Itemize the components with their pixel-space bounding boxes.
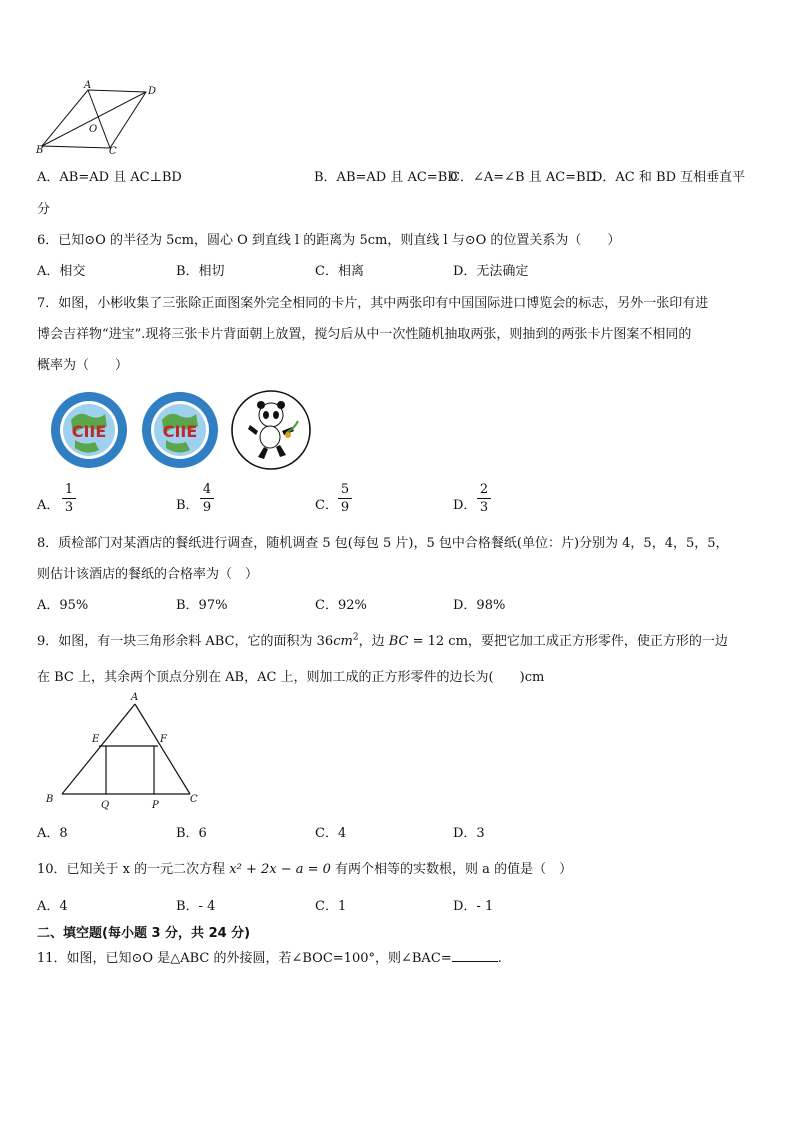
q7-option-a-fraction bbox=[62, 482, 76, 515]
section-2-heading: 二、填空题(每小题 3 分，共 24 分) bbox=[37, 926, 251, 941]
q11-answer-blank[interactable] bbox=[452, 950, 498, 962]
q7-option-b-denominator: 9 bbox=[202, 500, 212, 515]
q6-option-b: B．相切 bbox=[176, 264, 225, 279]
q6-option-c: C．相离 bbox=[315, 264, 364, 279]
q9-option-a: A．8 bbox=[37, 826, 68, 841]
q7-stem-line1: 7．如图，小彬收集了三张除正面图案外完全相同的卡片，其中两张印有中国国际进口博览会的标志，另外一张印有进 bbox=[37, 296, 709, 311]
q9-label-c: C bbox=[190, 794, 198, 805]
q7-stem-line2: 博会吉祥物“进宝”.现将三张卡片背面朝上放置，搅匀后从中一次性随机抽取两张，则抽到的两张卡片图案不相同的 bbox=[37, 327, 692, 342]
q8-stem-line1: 8．质检部门对某酒店的餐纸进行调查，随机调查 5 包(每包 5 片)，5 包中合格餐纸(单位：片)分别为 4，5，4，5，5， bbox=[37, 536, 729, 551]
q9-label-q: Q bbox=[101, 800, 110, 811]
q6-option-a: A．相交 bbox=[37, 264, 86, 279]
q10-stem-part2: 有两个相等的实数根，则 a 的值是（ ） bbox=[330, 862, 573, 877]
q7-ciie-wordmark-1: CIIE bbox=[71, 422, 107, 441]
q9-label-b: B bbox=[46, 794, 54, 805]
q8-option-c: C．92% bbox=[315, 598, 367, 613]
q5-label-a: A bbox=[84, 80, 92, 91]
q7-option-d-fraction bbox=[477, 482, 491, 515]
q7-option-b-numerator: 4 bbox=[202, 482, 212, 497]
q5-option-d: D．AC 和 BD 互相垂直平 bbox=[592, 170, 746, 185]
q9-option-c: C．4 bbox=[315, 826, 347, 841]
q9-label-e: E bbox=[92, 734, 100, 745]
q9-label-p: P bbox=[152, 800, 159, 811]
q7-option-c-fraction bbox=[338, 482, 352, 515]
q10-equation: x² + 2x − a = 0 bbox=[229, 862, 331, 877]
q9-label-a: A bbox=[131, 692, 139, 703]
q7-option-c-denominator: 9 bbox=[340, 500, 350, 515]
q5-label-o: O bbox=[89, 124, 98, 135]
q9-stem-sup: 2 bbox=[352, 632, 359, 643]
q11-stem-text: 11．如图，已知⊙O 是△ABC 的外接圆，若∠BOC=100°，则∠BAC= bbox=[37, 951, 452, 966]
q9-stem-part1: 9．如图，有一块三角形余料 ABC，它的面积为 36 bbox=[37, 634, 334, 649]
q7-option-d-fraction-bar bbox=[477, 498, 491, 499]
q11-stem-tail: . bbox=[497, 951, 502, 966]
q9-option-d: D．3 bbox=[453, 826, 485, 841]
q7-option-b-fraction-bar bbox=[200, 498, 214, 499]
q10-option-c: C．1 bbox=[315, 899, 347, 914]
q5-option-c: C．∠A=∠B 且 AC=BD bbox=[450, 170, 597, 185]
q7-option-a-denominator: 3 bbox=[64, 500, 74, 515]
q7-option-c-label: C． bbox=[315, 498, 338, 513]
q5-label-d: D bbox=[148, 86, 157, 97]
q5-label-c: C bbox=[109, 146, 117, 156]
q9-triangle-square-figure bbox=[40, 690, 210, 812]
q9-stem-line1 bbox=[37, 630, 728, 649]
q10-option-a: A．4 bbox=[37, 899, 68, 914]
q7-ciie-logo-card-1 bbox=[49, 390, 129, 470]
q8-option-d: D．98% bbox=[453, 598, 506, 613]
q7-ciie-wordmark-2: CIIE bbox=[162, 422, 198, 441]
q10-stem-part1: 10．已知关于 x 的一元二次方程 bbox=[37, 862, 230, 877]
q5-parallelogram-figure bbox=[34, 80, 164, 156]
q6-stem: 6．已知⊙O 的半径为 5cm，圆心 O 到直线 l 的距离为 5cm，则直线 l 与⊙O 的位置关系为（ ） bbox=[37, 233, 621, 248]
q8-stem-line2: 则估计该酒店的餐纸的合格率为（ ） bbox=[37, 567, 259, 582]
q9-stem-line2: 在 BC 上，其余两个顶点分别在 AB，AC 上，则加工成的正方形零件的边长为( )cm bbox=[37, 670, 545, 685]
q10-option-b: B．- 4 bbox=[176, 899, 216, 914]
q7-option-a-fraction-bar bbox=[62, 498, 76, 499]
q7-option-c-fraction-bar bbox=[338, 498, 352, 499]
q5-label-b: B bbox=[36, 145, 44, 156]
q9-option-b: B．6 bbox=[176, 826, 207, 841]
q10-stem bbox=[37, 858, 572, 877]
q9-stem-bc: BC bbox=[388, 634, 409, 649]
q7-option-d-denominator: 3 bbox=[479, 500, 489, 515]
q7-option-d-label: D． bbox=[453, 498, 477, 513]
q6-option-d: D．无法确定 bbox=[453, 264, 529, 279]
q8-option-b: B．97% bbox=[176, 598, 228, 613]
q7-option-c-numerator: 5 bbox=[340, 482, 350, 497]
q9-label-f: F bbox=[160, 734, 167, 745]
q5-option-d-wrap: 分 bbox=[37, 202, 51, 217]
q7-stem-line3: 概率为（ ） bbox=[37, 358, 129, 373]
q7-option-b-fraction bbox=[200, 482, 214, 515]
q5-option-a: A．AB=AD 且 AC⊥BD bbox=[37, 170, 182, 185]
q7-option-d-numerator: 2 bbox=[479, 482, 489, 497]
q9-stem-part2: ，边 bbox=[358, 634, 389, 649]
q10-option-d: D．- 1 bbox=[453, 899, 494, 914]
q7-ciie-logo-card-2 bbox=[140, 390, 220, 470]
q8-option-a: A．95% bbox=[37, 598, 89, 613]
q7-option-a-label: A． bbox=[37, 498, 60, 513]
q9-stem-part3: = 12 cm，要把它加工成正方形零件，使正方形的一边 bbox=[408, 634, 728, 649]
q7-panda-mascot-card bbox=[230, 389, 312, 471]
q5-option-b: B．AB=AD 且 AC=BD bbox=[314, 170, 458, 185]
q11-stem bbox=[37, 947, 502, 966]
q9-stem-unit: cm bbox=[333, 634, 353, 649]
q7-option-b-label: B． bbox=[176, 498, 199, 513]
q7-option-a-numerator: 1 bbox=[64, 482, 74, 497]
